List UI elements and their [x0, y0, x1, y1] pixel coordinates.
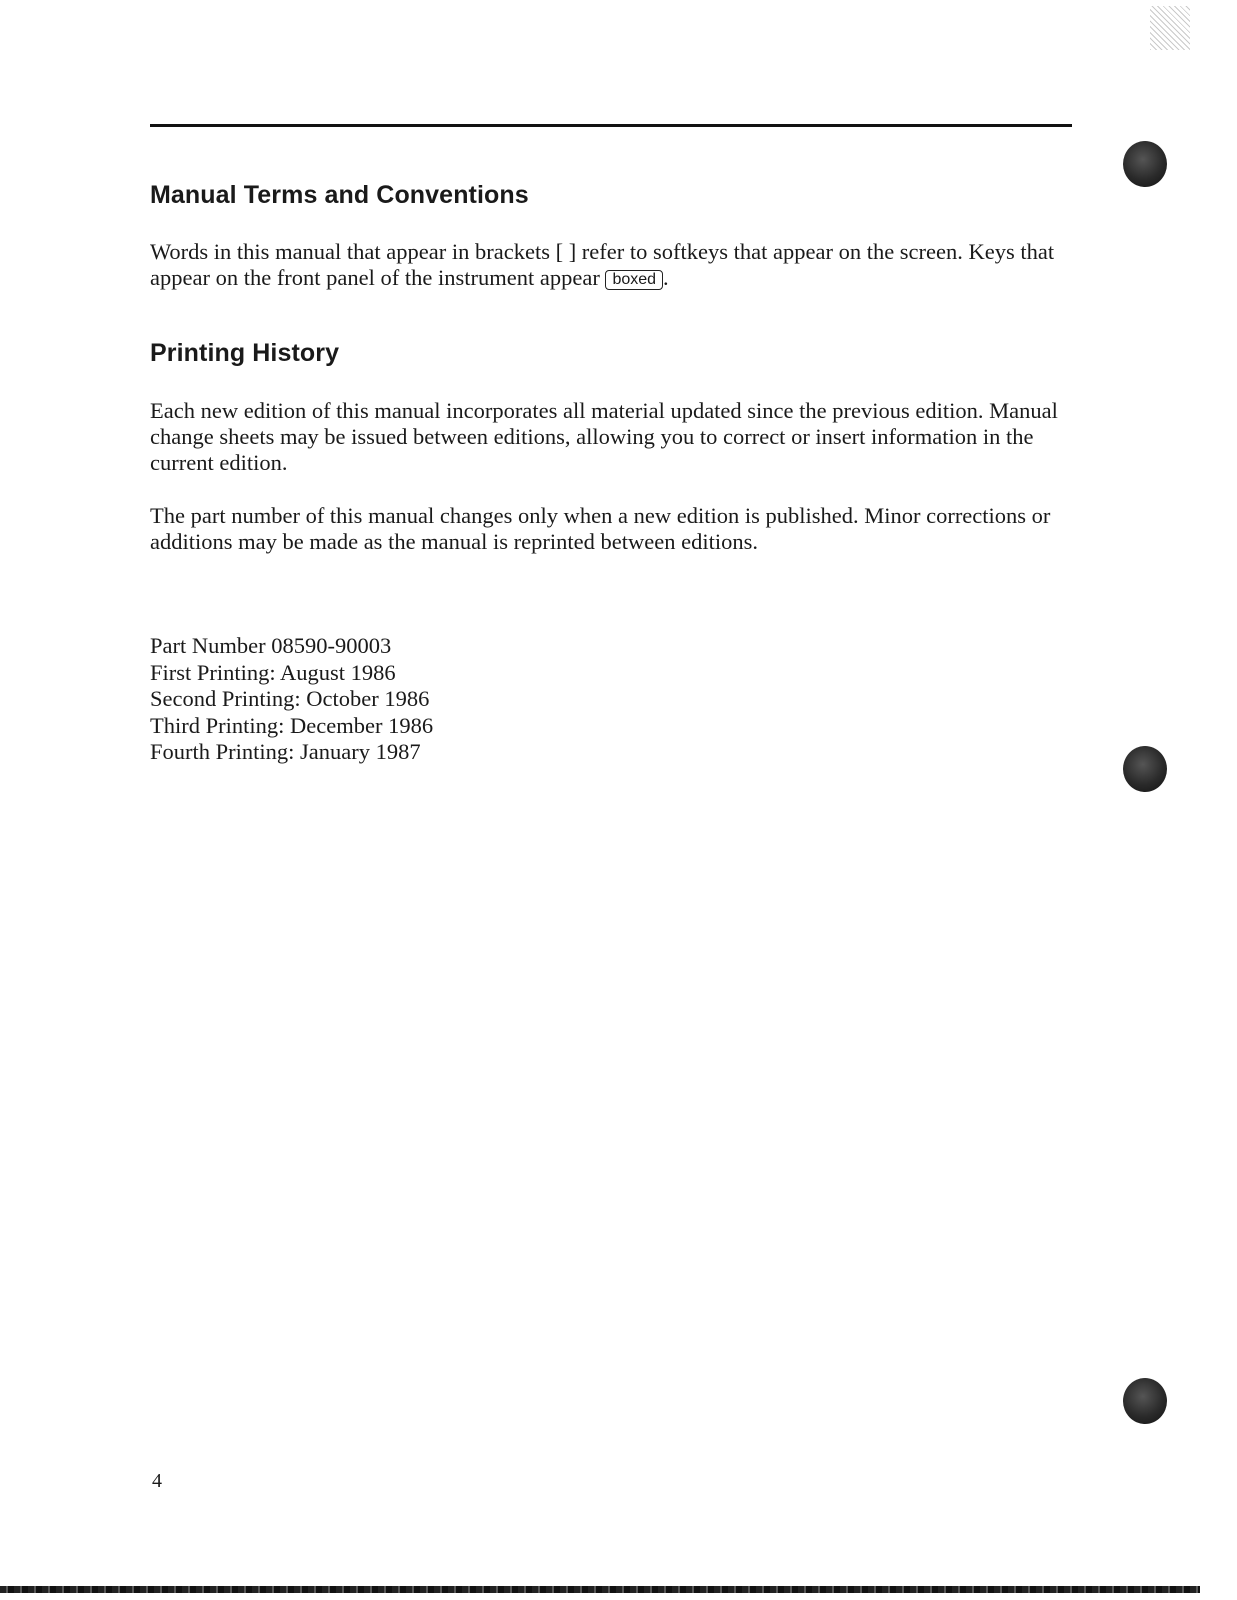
- printing-history-heading: Printing History: [150, 339, 340, 367]
- printing-history-paragraph-1: Each new edition of this manual incorporates all material updated since the previous edition. Manual change sheets may be issued between editions, allowing you to correct or insert information in the current edition.: [150, 398, 1058, 475]
- printing-line: Third Printing: December 1986: [150, 712, 434, 738]
- part-number: Part Number 08590-90003: [150, 633, 392, 658]
- top-horizontal-rule: [150, 124, 1072, 127]
- printing-history-paragraph-2: The part number of this manual changes only when a new edition is published. Minor corrections or additions may be made as the manual is reprinted between editions.: [150, 503, 1051, 554]
- binder-hole: [1123, 141, 1167, 187]
- page-number: 4: [152, 1470, 162, 1492]
- boxed-key-example: boxed: [605, 270, 663, 290]
- scan-artifact: [1150, 6, 1190, 50]
- printing-line: Second Printing: October 1986: [150, 686, 430, 711]
- scan-edge-strip: [0, 1586, 1200, 1593]
- binder-hole: [1123, 1378, 1167, 1424]
- binder-hole: [1123, 746, 1167, 792]
- conventions-text: Words in this manual that appear in brackets [ ] refer to softkeys that appear on the screen. Keys that appear on the front panel of the instrument appear: [150, 239, 1055, 290]
- printing-line: First Printing: August 1986: [150, 659, 396, 685]
- conventions-text-end: .: [663, 265, 669, 290]
- printing-record: [150, 633, 433, 766]
- printing-line: Fourth Printing: January 1987: [150, 739, 421, 764]
- conventions-heading: Manual Terms and Conventions: [150, 181, 529, 209]
- conventions-paragraph: [150, 239, 1070, 291]
